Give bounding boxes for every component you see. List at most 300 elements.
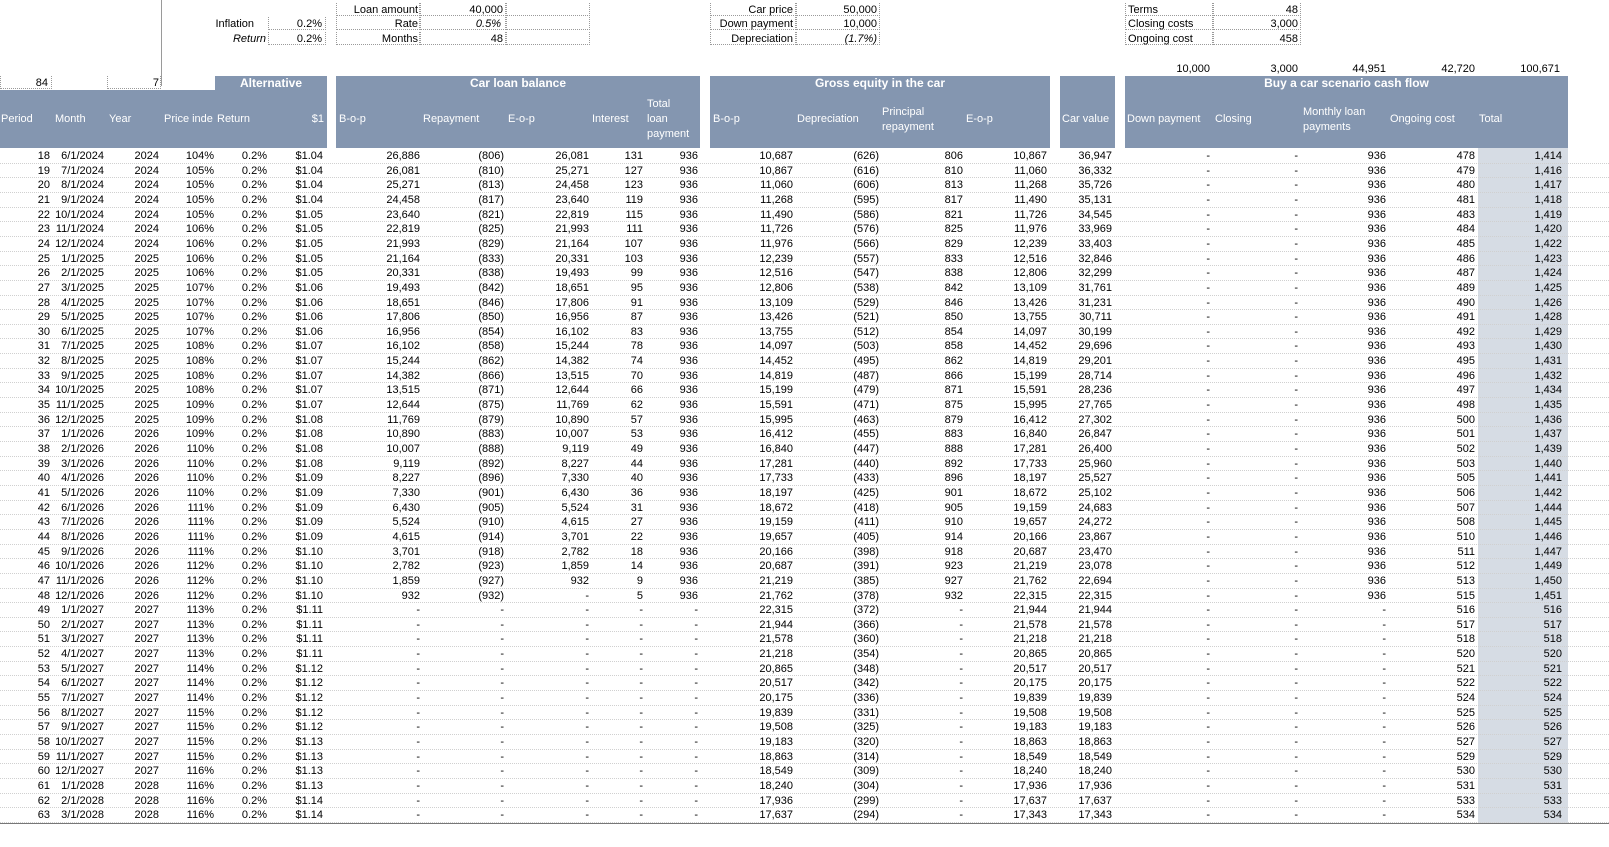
cell-year[interactable]: 2027	[134, 692, 159, 705]
cell-equity-bop[interactable]: 19,657	[759, 530, 793, 543]
cell-equity-bop[interactable]: 20,865	[759, 662, 793, 675]
cell-principal[interactable]: 838	[944, 267, 963, 280]
cell-closing[interactable]: -	[1294, 164, 1298, 177]
cell-closing[interactable]: -	[1294, 721, 1298, 734]
cell-monthly[interactable]: -	[1382, 736, 1386, 748]
cell-car-value[interactable]: 20,175	[1078, 677, 1112, 690]
cell-year[interactable]: 2026	[134, 589, 159, 602]
cell-depreciation[interactable]: (418)	[853, 501, 879, 514]
cell-total-loan[interactable]: -	[694, 765, 698, 778]
cell-year[interactable]: 2024	[134, 193, 159, 206]
cell-period[interactable]: 44	[37, 530, 50, 543]
cell-year[interactable]: 2027	[134, 648, 159, 661]
cell-closing[interactable]: -	[1294, 325, 1298, 338]
cell-month[interactable]: 11/1/2027	[55, 750, 104, 763]
cell-year[interactable]: 2025	[134, 399, 159, 412]
cell-loan-bop[interactable]: -	[416, 633, 420, 646]
cell-monthly[interactable]: -	[1382, 706, 1386, 719]
cell-dollar[interactable]: $1.05	[295, 223, 323, 236]
cell-total-loan[interactable]: 936	[679, 443, 698, 455]
cell-closing[interactable]: -	[1294, 501, 1298, 514]
cell-car-value[interactable]: 36,332	[1078, 164, 1112, 177]
cell-total-loan[interactable]: 936	[679, 384, 698, 397]
cell-total-loan[interactable]: 936	[679, 560, 698, 573]
cell-month[interactable]: 2/1/2027	[61, 618, 104, 631]
cell-equity-eop[interactable]: 11,976	[1014, 223, 1047, 236]
cell-depreciation[interactable]: (595)	[853, 193, 879, 206]
cell-loan-eop[interactable]: -	[585, 618, 589, 631]
cell-repayment[interactable]: (896)	[478, 472, 504, 485]
cell-principal[interactable]: 932	[944, 589, 963, 602]
cell-equity-bop[interactable]: 18,197	[759, 486, 793, 499]
cell-down-payment[interactable]: -	[1206, 267, 1210, 280]
cell-closing[interactable]: -	[1294, 706, 1298, 719]
cell-closing[interactable]: -	[1294, 530, 1298, 543]
cell-loan-eop[interactable]: 26,081	[555, 150, 589, 162]
cell-equity-eop[interactable]: 21,762	[1013, 574, 1047, 587]
cell-loan-bop[interactable]: -	[416, 736, 420, 748]
cell-equity-eop[interactable]: 20,166	[1013, 530, 1047, 543]
cell-down-payment[interactable]: -	[1206, 237, 1210, 250]
cell-equity-eop[interactable]: 15,199	[1013, 369, 1047, 382]
cell-total-loan[interactable]: 936	[679, 574, 698, 587]
cell-year[interactable]: 2025	[134, 252, 159, 265]
cell-year[interactable]: 2026	[134, 574, 159, 587]
cell-price-index[interactable]: 108%	[185, 369, 214, 382]
cell-equity-eop[interactable]: 21,218	[1013, 633, 1047, 646]
cell-loan-eop[interactable]: 21,164	[555, 237, 589, 250]
cell-total-loan[interactable]: 936	[679, 164, 698, 177]
cell-return[interactable]: 0.2%	[241, 413, 267, 426]
cell-price-index[interactable]: 112%	[186, 574, 214, 587]
cell-down-payment[interactable]: -	[1206, 252, 1210, 265]
cell-return[interactable]: 0.2%	[241, 809, 267, 822]
cell-loan-eop[interactable]: 19,493	[555, 267, 589, 280]
cell-ongoing[interactable]: 478	[1456, 150, 1475, 162]
cell-month[interactable]: 3/1/2025	[61, 281, 104, 294]
cell-monthly[interactable]: 936	[1367, 457, 1386, 470]
cell-loan-bop[interactable]: 18,651	[386, 296, 420, 309]
cell-closing[interactable]: -	[1294, 311, 1298, 324]
cell-principal[interactable]: -	[959, 750, 963, 763]
cell-return[interactable]: 0.2%	[241, 399, 267, 412]
cell-period[interactable]: 18	[37, 150, 50, 162]
cell-car-value[interactable]: 18,240	[1078, 765, 1112, 778]
cell-loan-eop[interactable]: -	[585, 648, 589, 661]
cell-loan-bop[interactable]: 9,119	[393, 457, 420, 470]
cell-down-payment[interactable]: -	[1206, 648, 1210, 661]
cell-return[interactable]: 0.2%	[241, 267, 267, 280]
cell-dollar[interactable]: $1.12	[295, 706, 323, 719]
cell-equity-bop[interactable]: 19,839	[759, 706, 793, 719]
cell-principal[interactable]: 918	[944, 545, 963, 558]
cell-depreciation[interactable]: (425)	[853, 486, 879, 499]
cell-principal[interactable]: -	[959, 706, 963, 719]
cell-equity-bop[interactable]: 11,268	[760, 193, 793, 206]
cell-period[interactable]: 24	[37, 237, 50, 250]
cell-total[interactable]: 1,445	[1534, 516, 1562, 529]
cell-month[interactable]: 11/1/2025	[55, 399, 104, 412]
cell-repayment[interactable]: (806)	[478, 150, 504, 162]
months-value[interactable]: 48	[490, 33, 503, 45]
cell-ongoing[interactable]: 515	[1456, 589, 1475, 602]
cell-loan-eop[interactable]: -	[585, 604, 589, 617]
cell-total[interactable]: 524	[1543, 692, 1562, 705]
cell-month[interactable]: 8/1/2024	[61, 179, 104, 192]
cell-equity-bop[interactable]: 11,976	[760, 237, 793, 250]
cell-down-payment[interactable]: -	[1206, 150, 1210, 162]
cell-loan-bop[interactable]: 16,102	[386, 340, 420, 353]
cell-total[interactable]: 530	[1543, 765, 1562, 778]
cell-year[interactable]: 2027	[134, 604, 159, 617]
cell-repayment[interactable]: (927)	[478, 574, 504, 587]
cell-depreciation[interactable]: (411)	[854, 516, 879, 529]
cell-depreciation[interactable]: (495)	[853, 355, 879, 368]
cell-month[interactable]: 7/1/2025	[61, 340, 104, 353]
cell-year[interactable]: 2027	[134, 736, 159, 748]
cell-period[interactable]: 50	[37, 618, 50, 631]
cell-interest[interactable]: 123	[624, 179, 643, 192]
cell-interest[interactable]: 119	[625, 193, 643, 206]
cell-total[interactable]: 516	[1543, 604, 1562, 617]
cell-loan-eop[interactable]: -	[585, 633, 589, 646]
cell-interest[interactable]: 36	[630, 486, 643, 499]
cell-car-value[interactable]: 36,947	[1078, 150, 1112, 162]
cell-equity-eop[interactable]: 18,197	[1013, 472, 1047, 485]
cell-loan-eop[interactable]: 22,819	[555, 208, 589, 221]
cell-repayment[interactable]: (871)	[478, 384, 504, 397]
cell-repayment[interactable]: -	[500, 633, 504, 646]
cell-dollar[interactable]: $1.08	[295, 443, 323, 455]
cell-equity-eop[interactable]: 14,452	[1013, 340, 1047, 353]
cell-closing[interactable]: -	[1294, 399, 1298, 412]
cell-total-loan[interactable]: 936	[679, 530, 698, 543]
cell-loan-eop[interactable]: 6,430	[561, 486, 589, 499]
cell-loan-eop[interactable]: 15,244	[555, 340, 589, 353]
cell-principal[interactable]: -	[959, 662, 963, 675]
cell-loan-bop[interactable]: 23,640	[386, 208, 420, 221]
cell-equity-bop[interactable]: 16,412	[759, 428, 793, 441]
cell-equity-eop[interactable]: 11,268	[1014, 179, 1047, 192]
cell-dollar[interactable]: $1.06	[295, 311, 323, 324]
cell-depreciation[interactable]: (487)	[853, 369, 879, 382]
cell-ongoing[interactable]: 479	[1456, 164, 1475, 177]
cell-interest[interactable]: 18	[630, 545, 643, 558]
cell-price-index[interactable]: 108%	[185, 384, 214, 397]
cell-interest[interactable]: 22	[630, 530, 643, 543]
cell-monthly[interactable]: 936	[1367, 399, 1386, 412]
cell-loan-bop[interactable]: 11,769	[387, 413, 420, 426]
cell-dollar[interactable]: $1.08	[295, 428, 323, 441]
cell-return[interactable]: 0.2%	[241, 750, 267, 763]
cell-loan-eop[interactable]: -	[585, 677, 589, 690]
cell-closing[interactable]: -	[1294, 516, 1298, 529]
cell-depreciation[interactable]: (391)	[853, 560, 879, 573]
cell-total[interactable]: 1,447	[1534, 545, 1562, 558]
cell-ongoing[interactable]: 483	[1456, 208, 1475, 221]
cell-principal[interactable]: -	[959, 721, 963, 734]
cell-down-payment[interactable]: -	[1206, 384, 1210, 397]
cell-ongoing[interactable]: 511	[1457, 545, 1475, 558]
cell-depreciation[interactable]: (378)	[853, 589, 879, 602]
cell-repayment[interactable]: -	[500, 604, 504, 617]
cell-period[interactable]: 46	[37, 560, 50, 573]
cell-return[interactable]: 0.2%	[241, 208, 267, 221]
cell-repayment[interactable]: -	[500, 765, 504, 778]
cell-principal[interactable]: 810	[944, 164, 963, 177]
cell-repayment[interactable]: (892)	[478, 457, 504, 470]
cell-year[interactable]: 2025	[134, 267, 159, 280]
cell-return[interactable]: 0.2%	[241, 794, 267, 807]
cell-down-payment[interactable]: -	[1206, 208, 1210, 221]
cell-return[interactable]: 0.2%	[241, 648, 267, 661]
cell-car-value[interactable]: 34,545	[1078, 208, 1112, 221]
cell-monthly[interactable]: 936	[1367, 560, 1386, 573]
cell-repayment[interactable]: (829)	[478, 237, 504, 250]
cell-loan-bop[interactable]: 21,993	[386, 237, 420, 250]
cell-equity-eop[interactable]: 10,867	[1013, 150, 1047, 162]
cell-dollar[interactable]: $1.11	[296, 633, 323, 646]
cell-total[interactable]: 527	[1543, 736, 1562, 748]
cell-price-index[interactable]: 108%	[185, 355, 214, 368]
cell-total-loan[interactable]: 936	[679, 545, 698, 558]
cell-repayment[interactable]: (810)	[478, 164, 504, 177]
cell-total-loan[interactable]: -	[694, 633, 698, 646]
cell-dollar[interactable]: $1.07	[295, 355, 323, 368]
cell-ongoing[interactable]: 497	[1456, 384, 1475, 397]
cell-loan-eop[interactable]: 932	[570, 574, 589, 587]
cell-equity-bop[interactable]: 20,517	[759, 677, 793, 690]
cell-period[interactable]: 59	[37, 750, 50, 763]
cell-interest[interactable]: 103	[624, 252, 643, 265]
cell-depreciation[interactable]: (479)	[853, 384, 879, 397]
cell-return[interactable]: 0.2%	[241, 677, 267, 690]
cell-loan-eop[interactable]: 2,782	[561, 545, 589, 558]
cell-period[interactable]: 26	[37, 267, 50, 280]
cell-depreciation[interactable]: (433)	[853, 472, 879, 485]
cell-year[interactable]: 2026	[134, 545, 159, 558]
cell-equity-eop[interactable]: 20,865	[1013, 648, 1047, 661]
cell-loan-eop[interactable]: -	[585, 794, 589, 807]
cell-monthly[interactable]: 936	[1367, 443, 1386, 455]
cell-month[interactable]: 10/1/2026	[55, 560, 104, 573]
cell-loan-bop[interactable]: 12,644	[386, 399, 420, 412]
cell-total-loan[interactable]: 936	[679, 311, 698, 324]
cell-total[interactable]: 1,435	[1534, 399, 1562, 412]
cell-return[interactable]: 0.2%	[241, 736, 267, 748]
cell-price-index[interactable]: 110%	[186, 472, 214, 485]
cell-dollar[interactable]: $1.13	[295, 779, 323, 792]
cell-period[interactable]: 51	[37, 633, 50, 646]
cell-loan-bop[interactable]: 20,331	[386, 267, 420, 280]
cell-down-payment[interactable]: -	[1206, 779, 1210, 792]
cell-year[interactable]: 2025	[134, 325, 159, 338]
cell-monthly[interactable]: -	[1382, 662, 1386, 675]
cell-repayment[interactable]: (866)	[478, 369, 504, 382]
cell-down-payment[interactable]: -	[1206, 692, 1210, 705]
cell-year[interactable]: 2025	[134, 296, 159, 309]
cell-loan-eop[interactable]: 21,993	[555, 223, 589, 236]
cell-total-loan[interactable]: -	[694, 750, 698, 763]
cell-period[interactable]: 53	[37, 662, 50, 675]
cell-closing[interactable]: -	[1294, 589, 1298, 602]
cell-monthly[interactable]: 936	[1367, 311, 1386, 324]
cell-month[interactable]: 8/1/2025	[61, 355, 104, 368]
cell-price-index[interactable]: 116%	[186, 765, 214, 778]
cell-ongoing[interactable]: 512	[1456, 560, 1475, 573]
cell-period[interactable]: 49	[37, 604, 50, 617]
cell-equity-eop[interactable]: 14,097	[1013, 325, 1047, 338]
cell-return[interactable]: 0.2%	[241, 237, 267, 250]
cell-principal[interactable]: 846	[944, 296, 963, 309]
cell-return[interactable]: 0.2%	[241, 428, 267, 441]
cell-year[interactable]: 2027	[134, 662, 159, 675]
cell-monthly[interactable]: 936	[1367, 501, 1386, 514]
cell-car-value[interactable]: 17,343	[1078, 809, 1112, 822]
cell-depreciation[interactable]: (398)	[853, 545, 879, 558]
cell-price-index[interactable]: 107%	[185, 311, 214, 324]
cell-price-index[interactable]: 105%	[185, 193, 214, 206]
cell-closing[interactable]: -	[1294, 560, 1298, 573]
cell-month[interactable]: 12/1/2026	[55, 589, 104, 602]
cell-return[interactable]: 0.2%	[241, 779, 267, 792]
cell-return[interactable]: 0.2%	[241, 150, 267, 162]
cell-month[interactable]: 12/1/2025	[55, 413, 104, 426]
cell-total-loan[interactable]: 936	[679, 208, 698, 221]
cell-total[interactable]: 517	[1543, 618, 1562, 631]
cell-down-payment[interactable]: -	[1206, 296, 1210, 309]
cell-total-loan[interactable]: 936	[679, 296, 698, 309]
cell-equity-bop[interactable]: 21,218	[759, 648, 793, 661]
cell-price-index[interactable]: 113%	[186, 618, 214, 631]
cell-period[interactable]: 60	[37, 765, 50, 778]
cell-total[interactable]: 1,419	[1534, 208, 1562, 221]
cell-ongoing[interactable]: 522	[1456, 677, 1475, 690]
cell-year[interactable]: 2025	[134, 369, 159, 382]
cell-dollar[interactable]: $1.12	[295, 721, 323, 734]
cell-repayment[interactable]: (858)	[478, 340, 504, 353]
cell-ongoing[interactable]: 520	[1456, 648, 1475, 661]
cell-return[interactable]: 0.2%	[241, 252, 267, 265]
cell-total-loan[interactable]: -	[694, 677, 698, 690]
cell-equity-bop[interactable]: 14,452	[759, 355, 793, 368]
cell-interest[interactable]: 74	[630, 355, 643, 368]
cell-month[interactable]: 3/1/2027	[61, 633, 104, 646]
cell-year[interactable]: 2024	[134, 164, 159, 177]
cell-closing[interactable]: -	[1294, 809, 1298, 822]
cell-car-value[interactable]: 31,231	[1078, 296, 1112, 309]
cell-equity-bop[interactable]: 15,591	[759, 399, 793, 412]
cell-depreciation[interactable]: (586)	[853, 208, 879, 221]
cell-repayment[interactable]: (817)	[478, 193, 504, 206]
cell-return[interactable]: 0.2%	[241, 765, 267, 778]
cell-dollar[interactable]: $1.12	[295, 692, 323, 705]
cell-total-loan[interactable]: 936	[679, 516, 698, 529]
cell-ongoing[interactable]: 503	[1456, 457, 1475, 470]
cell-year[interactable]: 2027	[134, 633, 159, 646]
cell-equity-eop[interactable]: 19,183	[1013, 721, 1047, 734]
cell-dollar[interactable]: $1.05	[295, 208, 323, 221]
cell-closing[interactable]: -	[1294, 193, 1298, 206]
cell-ongoing[interactable]: 506	[1456, 486, 1475, 499]
cell-total-loan[interactable]: 936	[679, 457, 698, 470]
rate-value[interactable]: 0.5%	[475, 18, 501, 30]
cell-principal[interactable]: 923	[944, 560, 963, 573]
cell-dollar[interactable]: $1.09	[295, 516, 323, 529]
cell-loan-bop[interactable]: -	[416, 692, 420, 705]
cell-principal[interactable]: 888	[944, 443, 963, 455]
cell-loan-eop[interactable]: -	[585, 765, 589, 778]
cell-principal[interactable]: 850	[944, 311, 963, 324]
cell-loan-eop[interactable]: 20,331	[555, 252, 589, 265]
cell-period[interactable]: 23	[37, 223, 50, 236]
cell-month[interactable]: 9/1/2025	[61, 369, 104, 382]
cell-loan-bop[interactable]: 10,890	[386, 428, 420, 441]
cell-month[interactable]: 5/1/2026	[61, 486, 104, 499]
cell-monthly[interactable]: -	[1382, 633, 1386, 646]
cell-equity-bop[interactable]: 22,315	[759, 604, 793, 617]
cell-return[interactable]: 0.2%	[241, 325, 267, 338]
cell-repayment[interactable]: -	[500, 677, 504, 690]
cell-principal[interactable]: 833	[944, 252, 963, 265]
cell-price-index[interactable]: 112%	[186, 560, 214, 573]
cell-interest[interactable]: 5	[636, 589, 643, 602]
cell-depreciation[interactable]: (521)	[853, 311, 879, 324]
cell-loan-eop[interactable]: 3,701	[561, 530, 589, 543]
cell-principal[interactable]: 842	[944, 281, 963, 294]
cell-depreciation[interactable]: (360)	[853, 633, 879, 646]
cell-dollar[interactable]: $1.06	[295, 296, 323, 309]
cell-dollar[interactable]: $1.13	[295, 750, 323, 763]
cell-monthly[interactable]: 936	[1367, 179, 1386, 192]
cell-loan-bop[interactable]: -	[416, 794, 420, 807]
cell-month[interactable]: 7/1/2027	[61, 692, 104, 705]
cell-price-index[interactable]: 115%	[186, 750, 214, 763]
cell-depreciation[interactable]: (447)	[853, 443, 879, 455]
cell-interest[interactable]: 62	[630, 399, 643, 412]
cell-ongoing[interactable]: 507	[1456, 501, 1475, 514]
cell-down-payment[interactable]: -	[1206, 501, 1210, 514]
cell-equity-bop[interactable]: 21,219	[759, 574, 793, 587]
cell-return[interactable]: 0.2%	[241, 530, 267, 543]
cell-loan-bop[interactable]: 22,819	[386, 223, 420, 236]
cell-period[interactable]: 41	[37, 486, 50, 499]
cell-loan-bop[interactable]: 1,859	[392, 574, 420, 587]
cell-price-index[interactable]: 114%	[186, 692, 214, 705]
cell-period[interactable]: 37	[37, 428, 50, 441]
cell-monthly[interactable]: 936	[1367, 223, 1386, 236]
cell-interest[interactable]: 78	[630, 340, 643, 353]
cell-ongoing[interactable]: 500	[1456, 413, 1475, 426]
cell-equity-eop[interactable]: 22,315	[1013, 589, 1047, 602]
cell-return[interactable]: 0.2%	[241, 721, 267, 734]
cell-period[interactable]: 39	[37, 457, 50, 470]
cell-car-value[interactable]: 25,102	[1078, 486, 1112, 499]
cell-car-value[interactable]: 22,694	[1078, 574, 1112, 587]
cell-month[interactable]: 10/1/2024	[55, 208, 104, 221]
cell-ongoing[interactable]: 486	[1456, 252, 1475, 265]
cell-equity-eop[interactable]: 16,840	[1013, 428, 1047, 441]
cell-period[interactable]: 57	[37, 721, 50, 734]
cell-interest[interactable]: 44	[630, 457, 643, 470]
cell-price-index[interactable]: 115%	[186, 721, 214, 734]
cell-total-loan[interactable]: 936	[679, 267, 698, 280]
cell-interest[interactable]: -	[639, 809, 643, 822]
cell-down-payment[interactable]: -	[1206, 325, 1210, 338]
cell-price-index[interactable]: 116%	[186, 779, 214, 792]
cell-principal[interactable]: 817	[944, 193, 963, 206]
cell-monthly[interactable]: 936	[1367, 384, 1386, 397]
